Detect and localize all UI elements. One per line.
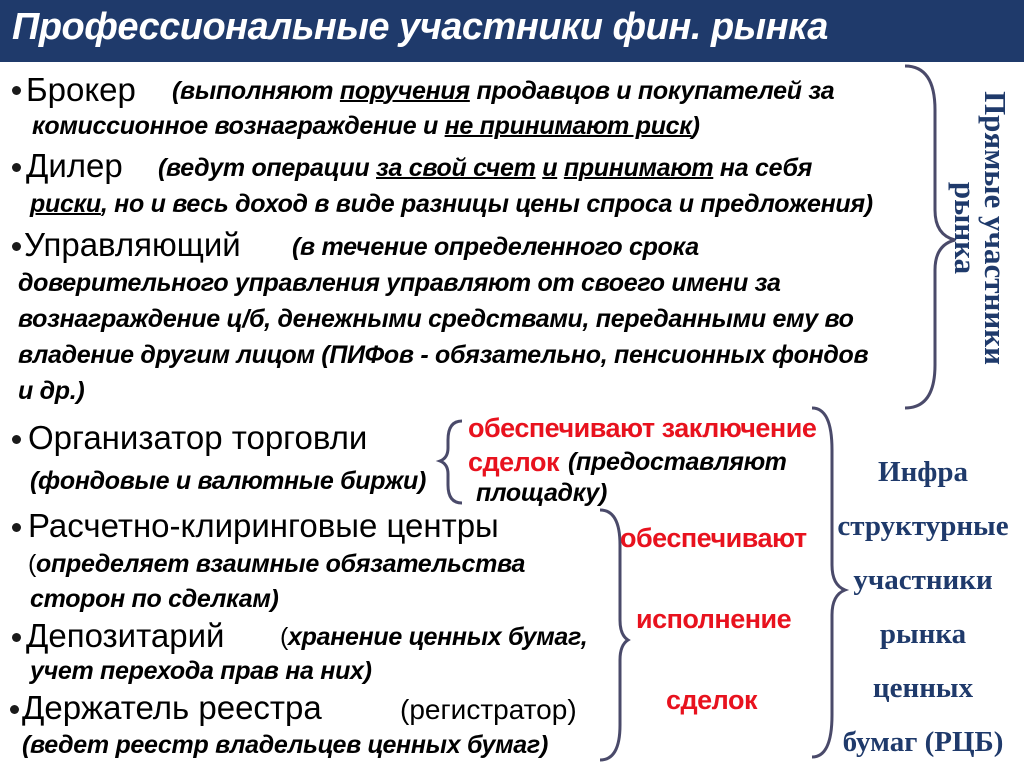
organizer-bracket bbox=[440, 421, 462, 503]
clearing-desc-line1: (определяет взаимные обязательства bbox=[28, 550, 526, 578]
term-manager: Управляющий bbox=[24, 226, 241, 263]
bullet-icon bbox=[12, 435, 21, 444]
term-depositary: Депозитарий bbox=[26, 617, 225, 654]
organizer-note-red2: сделок bbox=[468, 447, 559, 477]
execution-note-l3: сделок bbox=[666, 685, 757, 715]
registrar-desc-line2: (ведет реестр владельцев ценных бумаг) bbox=[22, 731, 548, 759]
clearing-desc-line2: сторон по сделкам) bbox=[30, 585, 279, 613]
term-registrar: Держатель реестра bbox=[22, 689, 322, 726]
manager-desc-line2: доверительного управления управляют от своего имени за bbox=[18, 269, 781, 297]
term-dealer: Дилер bbox=[26, 147, 123, 184]
organizer-desc: (фондовые и валютные биржи) bbox=[30, 467, 427, 495]
organizer-note-red1: обеспечивают заключение bbox=[468, 413, 817, 443]
direct-participants-label: Прямые участники рынка bbox=[948, 91, 1013, 365]
execution-note-l2: исполнение bbox=[636, 604, 792, 634]
manager-desc-line1: (в течение определенного срока bbox=[292, 233, 699, 261]
execution-note-l1: обеспечивают bbox=[620, 523, 807, 553]
bullet-icon bbox=[12, 163, 21, 172]
organizer-note-black2: (предоставляют bbox=[568, 448, 787, 476]
bullet-icon bbox=[12, 523, 21, 532]
term-broker: Брокер bbox=[26, 71, 136, 108]
organizer-note-black3: площадку) bbox=[476, 479, 608, 507]
bullet-icon bbox=[12, 633, 21, 642]
bullet-icon bbox=[12, 86, 21, 95]
manager-desc-line4: владение другим лицом (ПИФов - обязательно, пенсионных фондов bbox=[18, 341, 869, 369]
page-title: Профессиональные участники фин. рынка bbox=[12, 6, 828, 48]
dealer-desc-line2: риски, но и весь доход в виде разницы цены спроса и предложения) bbox=[30, 190, 873, 218]
term-organizer: Организатор торговли bbox=[28, 419, 368, 456]
bullet-icon bbox=[10, 705, 19, 714]
depositary-desc-line2: учет перехода прав на них) bbox=[30, 657, 372, 685]
term-clearing: Расчетно-клиринговые центры bbox=[28, 507, 499, 544]
dealer-desc-line1: (ведут операции за свой счет и принимают на себя bbox=[158, 154, 813, 182]
depositary-desc-line1: (хранение ценных бумаг, bbox=[280, 623, 588, 651]
bullet-icon bbox=[12, 242, 21, 251]
manager-desc-line3: вознаграждение ц/б, денежными средствами, переданными ему во bbox=[18, 305, 854, 333]
broker-desc-line1: (выполняют поручения продавцов и покупателей за bbox=[172, 77, 835, 105]
broker-desc-line2: комиссионное вознаграждение и не принимают риск) bbox=[32, 112, 700, 140]
registrar-paren: (регистратор) bbox=[400, 694, 577, 725]
infra-participants-label: Инфра структурные участники рынка ценных бумаг (РЦБ) bbox=[837, 456, 1009, 758]
manager-desc-line5: и др.) bbox=[18, 377, 85, 405]
